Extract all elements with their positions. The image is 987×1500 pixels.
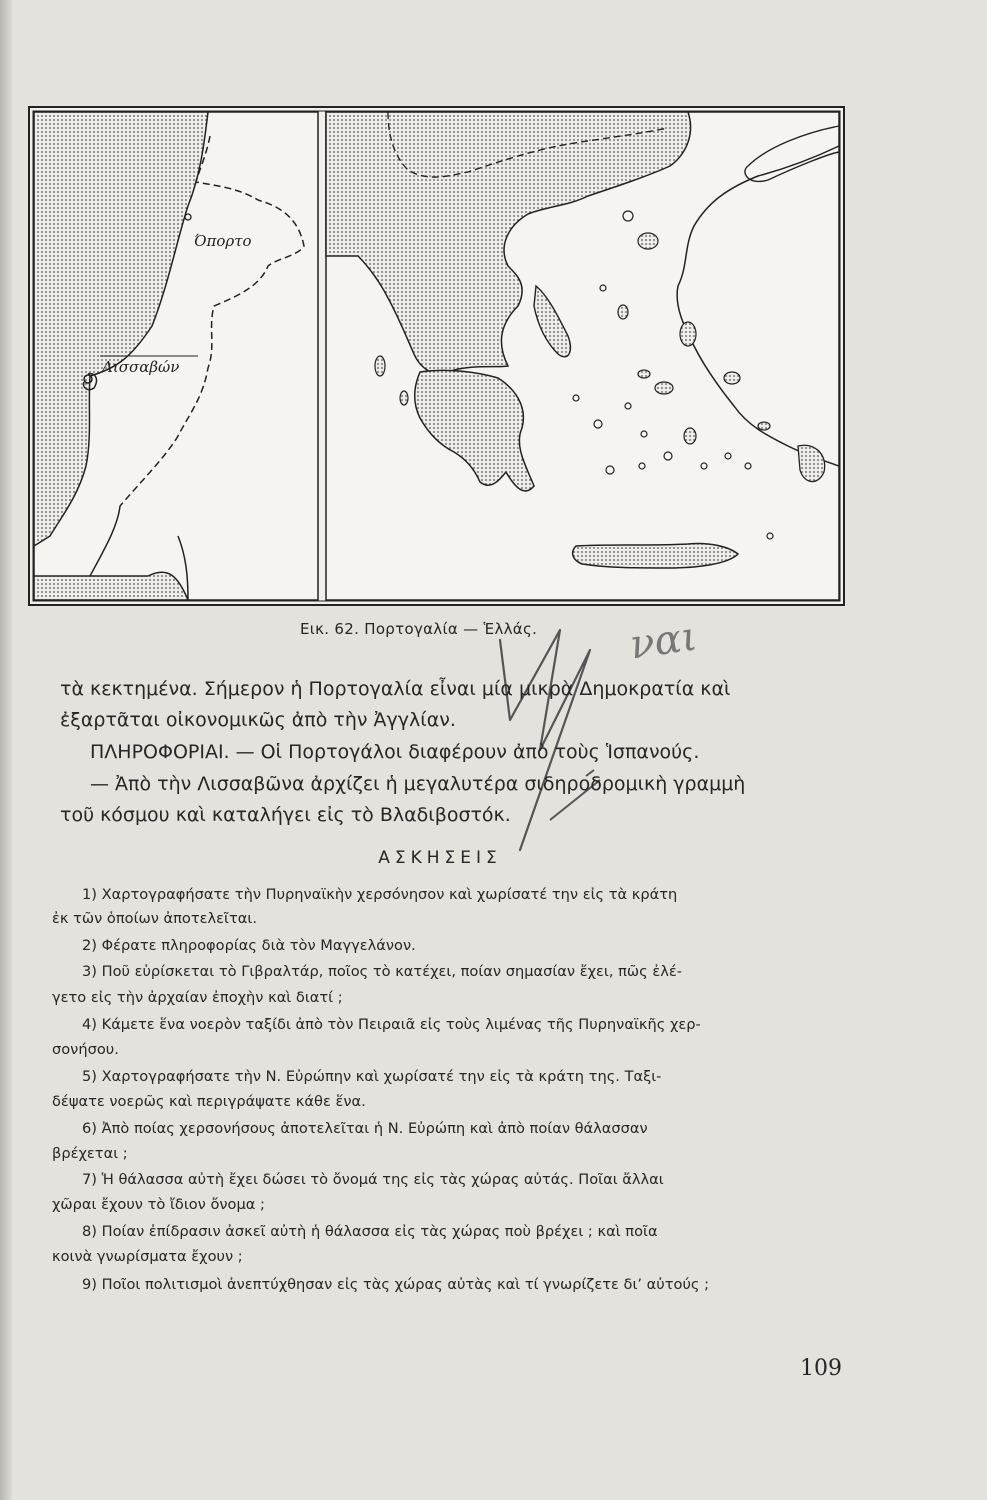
exercise-line: γετο εἰς τὴν ἀρχαίαν ἐποχὴν καὶ διατί ; (52, 989, 343, 1006)
map-label-lisbon: Λισσαβών (102, 358, 180, 376)
exercise-line: δέψατε νοερῶς καὶ περιγράψατε κάθε ἕνα. (52, 1093, 366, 1110)
figure-caption: Εικ. 62. Πορτογαλία — Ἑλλάς. (300, 620, 538, 638)
exercise-line: 4) Κάμετε ἕνα νοερὸν ταξίδι ἀπὸ τὸν Πειραιᾶ εἰς τοὺς λιμένας τῆς Πυρηναϊκῆς χερ- (82, 1016, 701, 1033)
page-binding-edge (0, 0, 12, 1500)
exercise-line: σονήσου. (52, 1041, 119, 1058)
paragraph-line: ἐξαρτᾶται οἰκονομικῶς ἀπὸ τὴν Ἀγγλίαν. (60, 709, 456, 731)
exercise-line: 5) Χαρτογραφήσατε τὴν Ν. Εὐρώπην καὶ χωρίσατέ την εἰς τὰ κράτη της. Ταξι- (82, 1068, 662, 1085)
exercise-line: χῶραι ἔχουν τὸ ἴδιον ὄνομα ; (52, 1196, 265, 1213)
portugal-map (34, 112, 318, 600)
greece-map (326, 112, 839, 600)
exercise-line: 9) Ποῖοι πολιτισμοὶ ἀνεπτύχθησαν εἰς τὰς χώρας αὐτὰς καὶ τί γνωρίζετε δι’ αὐτούς ; (82, 1276, 710, 1293)
paragraph-line: — Ἀπὸ τὴν Λισσαβῶνα ἀρχίζει ἡ μεγαλυτέρα σιδηροδρομικὴ γραμμὴ (90, 773, 746, 795)
map-figure (28, 106, 845, 606)
exercise-line: βρέχεται ; (52, 1145, 128, 1162)
exercises-heading: ΑΣΚΗΣΕΙΣ (378, 848, 502, 868)
exercise-line: κοινὰ γνωρίσματα ἔχουν ; (52, 1248, 243, 1265)
handwritten-note: ναι (627, 613, 700, 669)
page-number: 109 (800, 1356, 842, 1381)
exercise-line: 6) Ἀπὸ ποίας χερσονήσους ἀποτελεῖται ἡ Ν. Εὐρώπη καὶ ἀπὸ ποίαν θάλασσαν (82, 1120, 648, 1137)
map-label-oporto: Όπορτο (194, 232, 252, 250)
paragraph-line: τὰ κεκτημένα. Σήμερον ἡ Πορτογαλία εἶναι μία μικρὰ Δημοκρατία καὶ (60, 678, 731, 700)
exercise-line: 1) Χαρτογραφήσατε τὴν Πυρηναϊκὴν χερσόνησον καὶ χωρίσατέ την εἰς τὰ κράτη (82, 886, 678, 903)
exercise-line: ἐκ τῶν ὁποίων ἀποτελεῖται. (52, 910, 257, 927)
exercise-line: 7) Ἡ θάλασσα αὐτὴ ἔχει δώσει τὸ ὄνομά της εἰς τὰς χώρας αὐτάς. Ποῖαι ἄλλαι (82, 1171, 664, 1188)
exercise-line: 8) Ποίαν ἐπίδρασιν ἀσκεῖ αὐτὴ ἡ θάλασσα εἰς τὰς χώρας ποὺ βρέχει ; καὶ ποῖα (82, 1223, 658, 1240)
exercise-line: 3) Ποῦ εὑρίσκεται τὸ Γιβραλτάρ, ποῖος τὸ κατέχει, ποίαν σημασίαν ἔχει, πῶς ἐλέ- (82, 963, 683, 980)
paragraph-line: ΠΛΗΡΟΦΟΡΙΑΙ. — Οἱ Πορτογάλοι διαφέρουν ἀπὸ τοὺς Ἱσπανούς. (90, 741, 700, 763)
paragraph-line: τοῦ κόσμου καὶ καταλήγει εἰς τὸ Βλαδιβοστόκ. (60, 804, 511, 826)
exercise-line: 2) Φέρατε πληροφορίας διὰ τὸν Μαγγελάνον. (82, 937, 416, 954)
